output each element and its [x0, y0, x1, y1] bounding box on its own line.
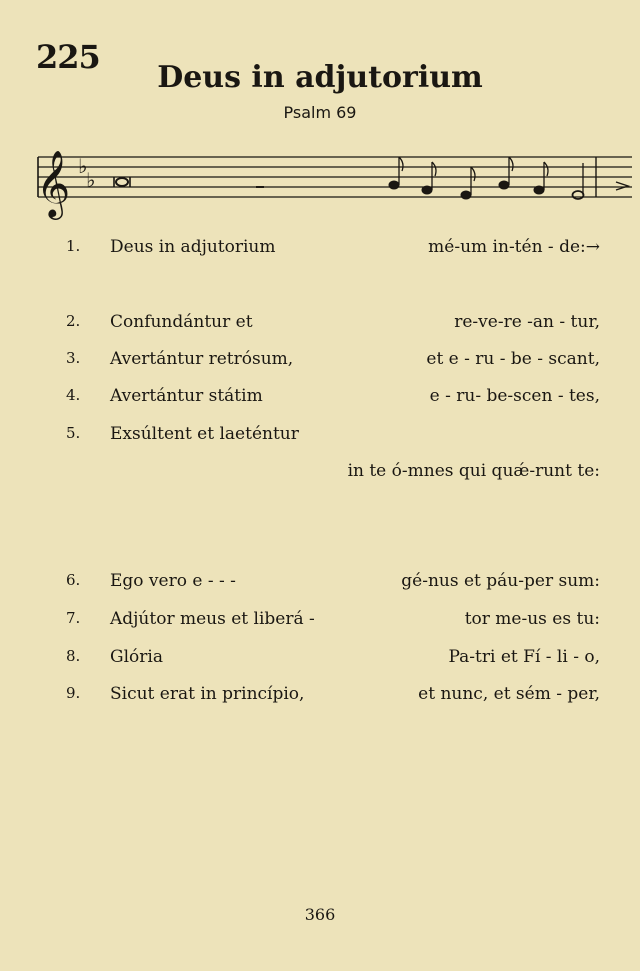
verse-number: 7.	[66, 609, 81, 627]
verse-line	[0, 349, 640, 375]
verse-number: 6.	[66, 571, 81, 589]
verse-text: Avertántur státim	[110, 386, 263, 406]
verse-line	[0, 424, 640, 450]
verse-text: Sicut erat in princípio,	[110, 684, 305, 704]
svg-text:♭: ♭	[78, 154, 88, 178]
verse-chant-text: tor me-us es tu:	[464, 609, 600, 629]
continue-arrow-icon	[616, 182, 628, 190]
verse-text: Avertántur retrósum,	[110, 349, 294, 369]
verse-text: Adjútor meus et liberá -	[110, 609, 315, 629]
music-staff	[36, 145, 636, 225]
key-signature-flats-icon	[78, 154, 95, 192]
half-note-icon	[573, 163, 584, 199]
verse-line	[0, 312, 640, 338]
verse-line	[0, 461, 640, 487]
svg-text:𝄞: 𝄞	[36, 149, 71, 217]
verse-line	[0, 684, 640, 710]
verse-chant-text: et nunc, et sém - per,	[418, 684, 600, 704]
verse-chant-text: re-ve-re -an - tur,	[454, 312, 600, 332]
verse-chant-text: e - ru- be-scen - tes,	[429, 386, 600, 406]
verse-text: Deus in adjutorium	[110, 237, 276, 257]
svg-text:♭: ♭	[86, 168, 96, 192]
psalm-reference: Psalm 69	[283, 103, 357, 122]
verse-number: 9.	[66, 684, 81, 702]
verse-text: Glória	[110, 647, 163, 667]
breve-note-icon	[114, 177, 130, 187]
verse-line	[0, 609, 640, 635]
verse-number: 2.	[66, 312, 81, 330]
verse-text: Exsúltent et laeténtur	[110, 424, 299, 444]
verse-line	[0, 237, 640, 263]
verse-number: 4.	[66, 386, 81, 404]
hymn-number: 225	[36, 38, 100, 76]
page-number: 366	[304, 905, 336, 924]
verse-number: 8.	[66, 647, 81, 665]
verse-number: 5.	[66, 424, 81, 442]
verse-line	[0, 647, 640, 673]
verse-chant-text: et e - ru - be - scant,	[426, 349, 600, 369]
verse-line	[0, 571, 640, 597]
verse-chant-text: in te ó-mnes qui quǽ-runt te:	[347, 461, 600, 481]
verse-text: Ego vero e - - -	[110, 571, 236, 591]
verse-text: Confundántur et	[110, 312, 253, 332]
hymn-title: Deus in adjutorium	[157, 60, 483, 95]
verse-number: 3.	[66, 349, 81, 367]
verse-chant-text: gé-nus et páu-per sum:	[401, 571, 600, 591]
verse-number: 1.	[66, 237, 81, 255]
treble-clef-icon	[36, 149, 70, 220]
eighth-notes-icon	[389, 157, 548, 199]
verse-chant-text: mé-um in-tén - de:→	[428, 237, 600, 257]
verse-chant-text: Pa-tri et Fí - li - o,	[448, 647, 600, 667]
verse-line	[0, 386, 640, 412]
